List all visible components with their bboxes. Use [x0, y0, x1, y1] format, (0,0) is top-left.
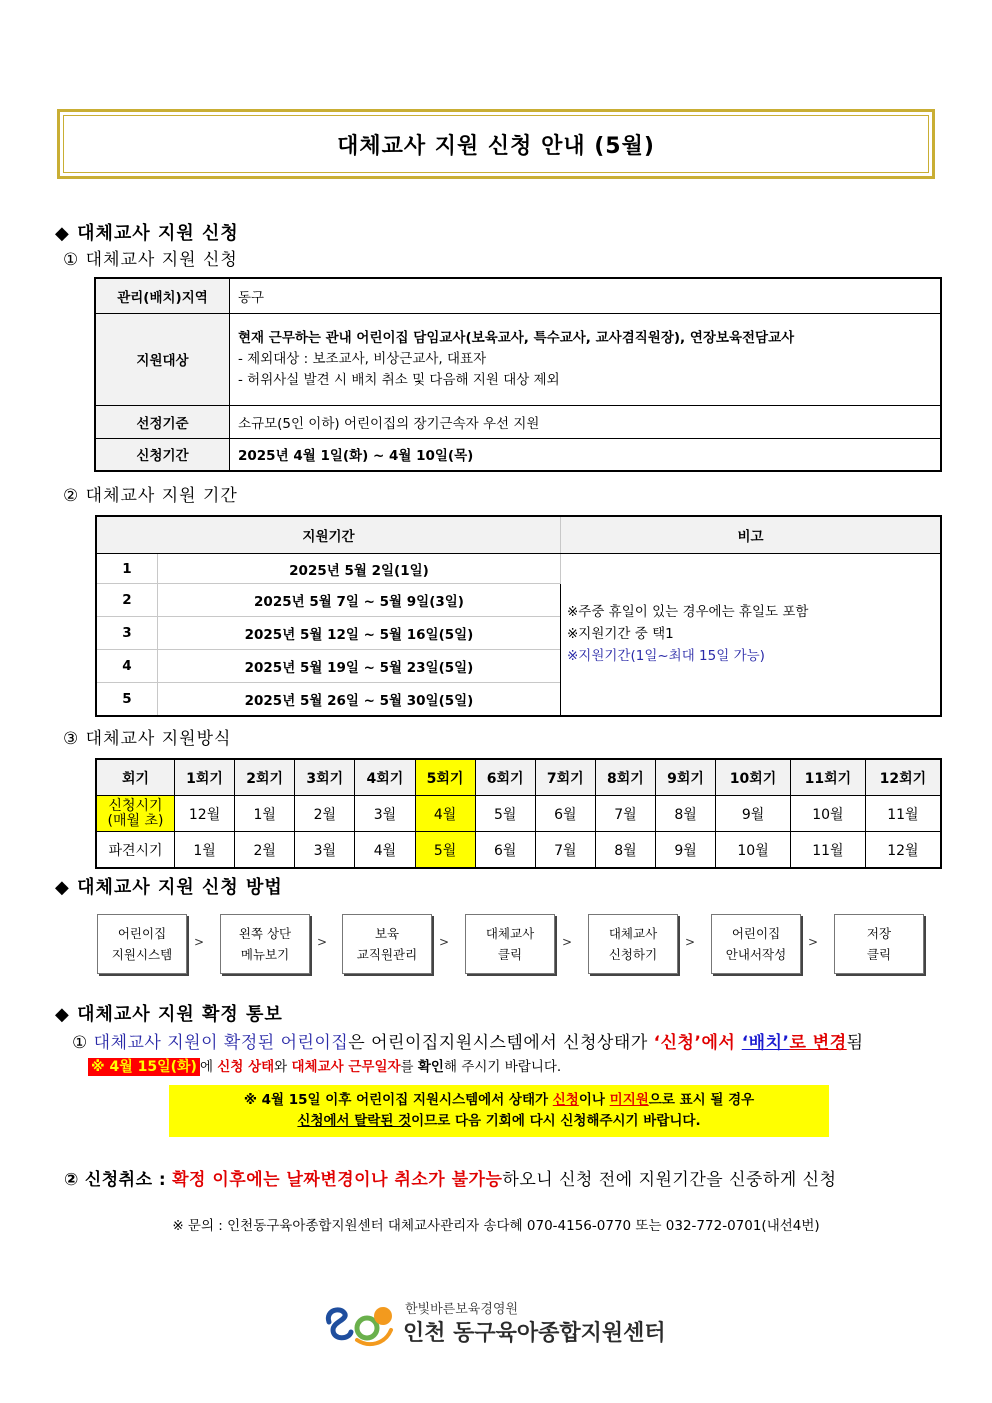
- apply-month-cell: 4월: [415, 796, 475, 832]
- chevron-right-icon: >: [685, 935, 696, 949]
- circled-number: ①: [63, 250, 80, 270]
- method-header-cell: 11회기: [790, 759, 865, 796]
- table-row: 1 2025년 5월 2일(1일) ※주중 휴일이 있는 경우에는 휴일도 포함 ※지원기간 중 택1 ※지원기간(1일~최대 15일 가능): [96, 554, 941, 584]
- confirm-paragraph-1: ① 대체교사 지원이 확정된 어린이집은 어린이집지원시스템에서 신청상태가 ‘신청’에서 ‘배치’로 변경됨: [72, 1033, 864, 1053]
- criteria-value: 소규모(5인 이하) 어린이집의 장기근속자 우선 지원: [230, 405, 942, 438]
- section-heading-confirm: ◆ 대체교사 지원 확정 통보: [55, 1004, 283, 1025]
- apply-month-cell: 11월: [865, 796, 941, 832]
- diamond-bullet-icon: ◆: [55, 223, 70, 244]
- apply-month-cell: 9월: [716, 796, 791, 832]
- chevron-right-icon: >: [562, 935, 573, 949]
- target-line-1: 현재 근무하는 관내 어린이집 담임교사(보육교사, 특수교사, 교사겸직원장), 연장보육전담교사: [238, 329, 795, 346]
- notice-box: ※ 4월 15일 이후 어린이집 지원시스템에서 상태가 신청이나 미지원으로 표시 될 경우 신청에서 탈락된 것이므로 다음 기회에 다시 신청해주시기 바랍니다.: [169, 1085, 829, 1137]
- region-value: 동구: [230, 278, 942, 313]
- col-period-header: 지원기간: [96, 516, 561, 554]
- diamond-bullet-icon: ◆: [55, 877, 70, 898]
- table-row: 5 2025년 5월 26일 ~ 5월 30일(5일): [96, 683, 941, 716]
- process-step: 저장 클릭: [834, 914, 924, 974]
- dispatch-month-cell: 4월: [355, 832, 415, 869]
- page-title: 대체교사 지원 신청 안내 (5월): [63, 115, 929, 173]
- process-step: 보육 교직원관리: [342, 914, 432, 974]
- method-header-cell: 10회기: [716, 759, 791, 796]
- chevron-right-icon: >: [194, 935, 205, 949]
- apply-month-cell: 10월: [790, 796, 865, 832]
- apply-month-cell: 2월: [295, 796, 355, 832]
- circled-number: ③: [63, 729, 80, 749]
- target-label: 지원대상: [95, 313, 230, 405]
- logo-title: 인천 동구육아종합지원센터: [403, 1321, 666, 1346]
- dispatch-month-cell: 6월: [475, 832, 535, 869]
- logo: [323, 1300, 683, 1350]
- method-header-cell: 1회기: [175, 759, 235, 796]
- chevron-right-icon: >: [439, 935, 450, 949]
- table-row: 2 2025년 5월 7일 ~ 5월 9일(3일): [96, 584, 941, 617]
- apply-month-cell: 3월: [355, 796, 415, 832]
- process-step: 왼쪽 상단 메뉴보기: [220, 914, 310, 974]
- date-highlight: ※ 4월 15일(화): [88, 1058, 200, 1076]
- note-cell: ※주중 휴일이 있는 경우에는 휴일도 포함 ※지원기간 중 택1 ※지원기간(1일~최대 15일 가능): [561, 554, 942, 716]
- method-header-cell: 8회기: [595, 759, 655, 796]
- method-header-label: 회기: [96, 759, 175, 796]
- method-header-cell: 3회기: [295, 759, 355, 796]
- method-table: [95, 758, 942, 869]
- center-logo-icon: [323, 1300, 395, 1348]
- support-period-table: [95, 515, 942, 717]
- region-label: 관리(배치)지역: [95, 278, 230, 313]
- contact-info: ※ 문의 : 인천동구육아종합지원센터 대체교사관리자 송다혜 070-4156-0770 또는 032-772-0701(내선4번): [172, 1218, 820, 1234]
- table-row: 3 2025년 5월 12일 ~ 5월 16일(5일): [96, 617, 941, 650]
- criteria-label: 선정기준: [95, 405, 230, 438]
- method-header-cell: 4회기: [355, 759, 415, 796]
- method-header-cell: 2회기: [235, 759, 295, 796]
- apply-month-cell: 6월: [535, 796, 595, 832]
- dispatch-month-cell: 10월: [716, 832, 791, 869]
- dispatch-period-label: 파견시기: [96, 832, 175, 869]
- chevron-right-icon: >: [317, 935, 328, 949]
- circled-number: ②: [63, 486, 80, 506]
- period-value: 2025년 4월 1일(화) ~ 4월 10일(목): [230, 438, 942, 471]
- period-label: 신청기간: [95, 438, 230, 471]
- target-line-3: - 허위사실 발견 시 배치 취소 및 다음해 지원 대상 제외: [238, 371, 560, 388]
- process-step: 어린이집 안내서작성: [711, 914, 801, 974]
- method-header-cell: 5회기: [415, 759, 475, 796]
- section-heading-apply: ◆ 대체교사 지원 신청: [55, 223, 239, 244]
- process-step: 대체교사 클릭: [465, 914, 555, 974]
- section-heading-method: ◆ 대체교사 지원 신청 방법: [55, 877, 283, 898]
- title-box: [57, 109, 935, 179]
- apply-info-table: [94, 277, 942, 472]
- dispatch-month-cell: 7월: [535, 832, 595, 869]
- process-step: 대체교사 신청하기: [588, 914, 678, 974]
- logo-subtitle: 한빛바른보육경영원: [405, 1302, 519, 1317]
- apply-month-cell: 7월: [595, 796, 655, 832]
- dispatch-month-cell: 11월: [790, 832, 865, 869]
- dispatch-month-cell: 8월: [595, 832, 655, 869]
- table-row: 4 2025년 5월 19일 ~ 5월 23일(5일): [96, 650, 941, 683]
- method-header-cell: 7회기: [535, 759, 595, 796]
- method-header-cell: 6회기: [475, 759, 535, 796]
- diamond-bullet-icon: ◆: [55, 1004, 70, 1025]
- dispatch-month-cell: 2월: [235, 832, 295, 869]
- method-header-cell: 12회기: [865, 759, 941, 796]
- dispatch-month-cell: 3월: [295, 832, 355, 869]
- target-line-2: - 제외대상 : 보조교사, 비상근교사, 대표자: [238, 350, 487, 367]
- confirm-paragraph-2: ※ 4월 15일(화) 에 신청 상태와 대체교사 근무일자를 확인해 주시기 바랍니다.: [88, 1055, 561, 1076]
- apply-period-label: 신청시기 (매월 초): [96, 796, 175, 832]
- dispatch-month-cell: 9월: [656, 832, 716, 869]
- process-step: 어린이집 지원시스템: [97, 914, 187, 974]
- col-note-header: 비고: [561, 516, 942, 554]
- apply-month-cell: 1월: [235, 796, 295, 832]
- dispatch-month-cell: 1월: [175, 832, 235, 869]
- method-header-cell: 9회기: [656, 759, 716, 796]
- subheading-apply: ① 대체교사 지원 신청: [63, 250, 238, 270]
- cancel-paragraph: ② 신청취소 : 확정 이후에는 날짜변경이나 취소가 불가능하오니 신청 전에 지원기간을 신중하게 신청: [64, 1170, 837, 1190]
- dispatch-month-cell: 5월: [415, 832, 475, 869]
- subheading-period: ② 대체교사 지원 기간: [63, 486, 238, 506]
- dispatch-month-cell: 12월: [865, 832, 941, 869]
- chevron-right-icon: >: [808, 935, 819, 949]
- apply-month-cell: 8월: [656, 796, 716, 832]
- subheading-method: ③ 대체교사 지원방식: [63, 729, 232, 749]
- apply-month-cell: 5월: [475, 796, 535, 832]
- apply-month-cell: 12월: [175, 796, 235, 832]
